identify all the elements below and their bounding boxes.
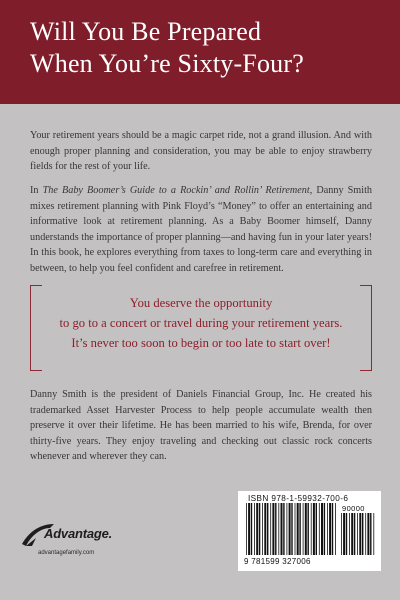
barcode-bar: [346, 513, 347, 555]
description-prefix: In: [30, 185, 43, 196]
description-paragraph: [30, 183, 372, 277]
barcode-bar: [305, 503, 307, 555]
barcode-digits: 9 781599 327006: [244, 557, 311, 566]
intro-paragraph: Your retirement years should be a magic carpet ride, not a grand illusion. And with enough proper planning and consideration, you may be able to enjoy strawberry fields for the rest of your life.: [30, 130, 372, 173]
quote-line-3: It’s never too soon to begin or too late to start over!: [71, 336, 331, 350]
barcode-bar: [373, 513, 374, 555]
barcode-bar: [251, 503, 252, 555]
barcode-bar: [248, 503, 250, 555]
quote-line-1: You deserve the opportunity: [129, 296, 273, 310]
barcode-bar: [335, 503, 336, 555]
barcode-bar: [303, 503, 304, 555]
barcode-bar: [329, 503, 331, 555]
barcode-bar: [316, 503, 317, 555]
barcode-bar: [311, 503, 312, 555]
barcode-bar: [267, 503, 268, 555]
barcode-bar: [278, 503, 279, 555]
barcode-bar: [283, 503, 284, 555]
barcode-bar: [259, 503, 260, 555]
barcode-bar: [332, 503, 333, 555]
barcode-bar: [321, 503, 323, 555]
barcode-bar: [365, 513, 366, 555]
barcode-bars: [246, 503, 338, 555]
barcode-bar: [264, 503, 266, 555]
barcode-bar: [319, 503, 320, 555]
barcode-bar: [354, 513, 355, 555]
pull-quote: [30, 285, 372, 371]
barcode-bar: [270, 503, 271, 555]
header-banner: [0, 0, 400, 104]
barcode-bar: [299, 503, 300, 555]
barcode-bar: [262, 503, 263, 555]
quote-line-2: to go to a concert or travel during your retirement years.: [59, 316, 343, 330]
barcode-bar: [281, 503, 283, 555]
barcode-bar: [246, 503, 247, 555]
barcode-bar: [308, 503, 309, 555]
title-line-1: Will You Be Prepared: [30, 17, 262, 46]
barcode-bar: [349, 513, 350, 555]
barcode-bar: [295, 503, 296, 555]
isbn-text: ISBN 978-1-59932-700-6: [248, 494, 349, 503]
author-bio-paragraph: Danny Smith is the president of Daniels Financial Group, Inc. He created his trademarked Asset Harvester Process to help people accumulate wealth then preserve it over their lifetime. He has been married to his wife, Brenda, for over thirty-five years. They enjoy traveling and checking out classic rock concerts whenever and wherever they can.: [30, 389, 372, 463]
publisher-logo-text: Advantage.: [44, 526, 113, 541]
quote-text: [30, 293, 372, 353]
barcode-bar: [272, 503, 274, 555]
barcode-bar: [343, 513, 345, 555]
barcode-bar: [357, 513, 358, 555]
barcode-addon-bars: [341, 513, 375, 555]
publisher-logo: [20, 520, 140, 566]
barcode-bar: [362, 513, 363, 555]
description-rest: , Danny Smith mixes retirement planning with Pink Floyd’s “Money” to offer an entertaining and informative look at retirement planning. As a Baby Boomer himself, Danny understands the importance of proper planning—and having fun in your later years! In this book, he explores everything from taxes to long-term care and everything in between, to help you feel confident and carefree in retirement.: [30, 185, 372, 274]
barcode-bar: [359, 513, 361, 555]
title-line-2: When You’re Sixty-Four?: [30, 49, 304, 78]
barcode-bar: [327, 503, 328, 555]
book-title: The Baby Boomer’s Guide to a Rockin’ and Rollin’ Retirement: [42, 185, 310, 196]
barcode-bar: [351, 513, 353, 555]
price-code: 90000: [342, 504, 365, 513]
barcode-bar: [289, 503, 291, 555]
barcode-bar: [367, 513, 369, 555]
barcode-bar: [256, 503, 258, 555]
barcode-box: [238, 491, 381, 571]
barcode-bar: [291, 503, 292, 555]
barcode-bar: [370, 513, 371, 555]
publisher-url: advantagefamily.com: [38, 550, 95, 556]
barcode-bar: [287, 503, 288, 555]
barcode-bar: [297, 503, 299, 555]
barcode-bar: [275, 503, 276, 555]
barcode-bar: [254, 503, 255, 555]
barcode-bar: [313, 503, 315, 555]
barcode-bar: [341, 513, 342, 555]
barcode-bar: [324, 503, 325, 555]
